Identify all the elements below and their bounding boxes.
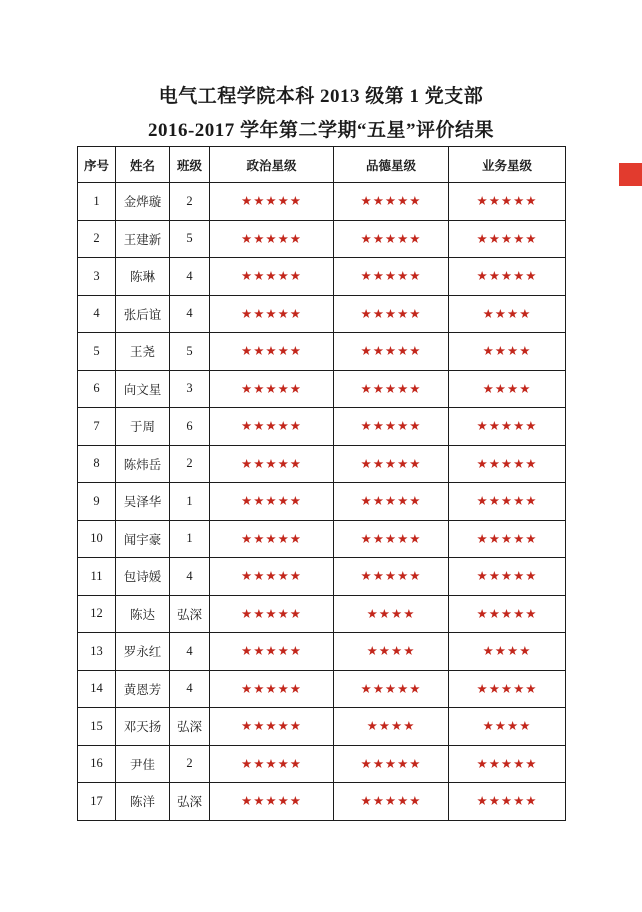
cell-class: 4: [170, 295, 210, 333]
cell-number: 7: [78, 408, 116, 446]
cell-class: 4: [170, 670, 210, 708]
cell-moral-stars: ★★★★★: [334, 333, 449, 371]
cell-business-stars: ★★★★: [449, 370, 566, 408]
cell-business-stars: ★★★★★: [449, 783, 566, 821]
table-row: [78, 408, 566, 446]
cell-name: 包诗媛: [116, 558, 170, 596]
cell-class: 1: [170, 483, 210, 521]
cell-moral-stars: ★★★★: [334, 708, 449, 746]
cell-number: 4: [78, 295, 116, 333]
cell-business-stars: ★★★★★: [449, 483, 566, 521]
cell-business-stars: ★★★★★: [449, 670, 566, 708]
cell-business-stars: ★★★★: [449, 633, 566, 671]
cell-political-stars: ★★★★★: [210, 183, 334, 221]
cell-name: 陈炜岳: [116, 445, 170, 483]
cell-number: 9: [78, 483, 116, 521]
table-row: [78, 783, 566, 821]
cell-name: 王尧: [116, 333, 170, 371]
cell-political-stars: ★★★★★: [210, 633, 334, 671]
cell-political-stars: ★★★★★: [210, 408, 334, 446]
header-political: 政治星级: [210, 147, 334, 183]
cell-name: 吴泽华: [116, 483, 170, 521]
cell-moral-stars: ★★★★★: [334, 370, 449, 408]
cell-class: 3: [170, 370, 210, 408]
cell-political-stars: ★★★★★: [210, 333, 334, 371]
cell-business-stars: ★★★★★: [449, 745, 566, 783]
cell-moral-stars: ★★★★★: [334, 558, 449, 596]
header-moral: 品德星级: [334, 147, 449, 183]
evaluation-table: [77, 146, 566, 821]
cell-moral-stars: ★★★★★: [334, 520, 449, 558]
table-body: [78, 183, 566, 821]
cell-class: 弘深: [170, 595, 210, 633]
cell-class: 2: [170, 445, 210, 483]
table-row: [78, 483, 566, 521]
cell-class: 1: [170, 520, 210, 558]
cell-class: 4: [170, 558, 210, 596]
cell-political-stars: ★★★★★: [210, 558, 334, 596]
cell-number: 17: [78, 783, 116, 821]
cell-number: 1: [78, 183, 116, 221]
cell-political-stars: ★★★★★: [210, 595, 334, 633]
cell-number: 8: [78, 445, 116, 483]
header-class: 班级: [170, 147, 210, 183]
table-row: [78, 295, 566, 333]
cell-business-stars: ★★★★★: [449, 220, 566, 258]
cell-business-stars: ★★★★★: [449, 408, 566, 446]
cell-political-stars: ★★★★★: [210, 445, 334, 483]
cell-moral-stars: ★★★★★: [334, 183, 449, 221]
header-name: 姓名: [116, 147, 170, 183]
cell-class: 2: [170, 745, 210, 783]
cell-number: 14: [78, 670, 116, 708]
red-edge-marker: [619, 163, 642, 186]
cell-name: 闻宇豪: [116, 520, 170, 558]
cell-political-stars: ★★★★★: [210, 370, 334, 408]
cell-political-stars: ★★★★★: [210, 220, 334, 258]
cell-name: 于周: [116, 408, 170, 446]
cell-name: 黄恩芳: [116, 670, 170, 708]
header-number: 序号: [78, 147, 116, 183]
cell-name: 向文星: [116, 370, 170, 408]
cell-number: 13: [78, 633, 116, 671]
cell-name: 金烨璇: [116, 183, 170, 221]
cell-political-stars: ★★★★★: [210, 745, 334, 783]
table-row: [78, 595, 566, 633]
cell-moral-stars: ★★★★★: [334, 445, 449, 483]
page-subtitle: 2016-2017 学年第二学期“五星”评价结果: [147, 120, 495, 141]
page-title: 电气工程学院本科 2013 级第 1 党支部: [158, 86, 484, 107]
table-row: [78, 258, 566, 296]
table-row: [78, 558, 566, 596]
cell-number: 6: [78, 370, 116, 408]
table-row: [78, 333, 566, 371]
cell-class: 5: [170, 220, 210, 258]
cell-moral-stars: ★★★★★: [334, 670, 449, 708]
cell-business-stars: ★★★★★: [449, 595, 566, 633]
cell-moral-stars: ★★★★★: [334, 483, 449, 521]
cell-name: 陈达: [116, 595, 170, 633]
cell-number: 11: [78, 558, 116, 596]
cell-number: 3: [78, 258, 116, 296]
table-row: [78, 370, 566, 408]
cell-business-stars: ★★★★★: [449, 445, 566, 483]
cell-moral-stars: ★★★★★: [334, 408, 449, 446]
table-row: [78, 220, 566, 258]
cell-name: 尹佳: [116, 745, 170, 783]
cell-number: 12: [78, 595, 116, 633]
table-row: [78, 708, 566, 746]
cell-business-stars: ★★★★★: [449, 558, 566, 596]
cell-moral-stars: ★★★★: [334, 595, 449, 633]
cell-moral-stars: ★★★★★: [334, 745, 449, 783]
cell-political-stars: ★★★★★: [210, 483, 334, 521]
table-row: [78, 670, 566, 708]
cell-moral-stars: ★★★★★: [334, 783, 449, 821]
cell-class: 弘深: [170, 783, 210, 821]
cell-name: 张后谊: [116, 295, 170, 333]
cell-political-stars: ★★★★★: [210, 295, 334, 333]
cell-number: 5: [78, 333, 116, 371]
table-row: [78, 633, 566, 671]
cell-class: 弘深: [170, 708, 210, 746]
cell-business-stars: ★★★★: [449, 333, 566, 371]
cell-class: 4: [170, 633, 210, 671]
cell-number: 10: [78, 520, 116, 558]
cell-number: 2: [78, 220, 116, 258]
cell-business-stars: ★★★★★: [449, 258, 566, 296]
cell-business-stars: ★★★★★: [449, 520, 566, 558]
table-header-row: [78, 147, 566, 183]
cell-class: 2: [170, 183, 210, 221]
cell-political-stars: ★★★★★: [210, 670, 334, 708]
table-row: [78, 183, 566, 221]
cell-political-stars: ★★★★★: [210, 258, 334, 296]
cell-name: 王建新: [116, 220, 170, 258]
cell-name: 邓天扬: [116, 708, 170, 746]
table-row: [78, 745, 566, 783]
cell-political-stars: ★★★★★: [210, 520, 334, 558]
cell-business-stars: ★★★★: [449, 708, 566, 746]
cell-moral-stars: ★★★★: [334, 633, 449, 671]
cell-moral-stars: ★★★★★: [334, 258, 449, 296]
cell-moral-stars: ★★★★★: [334, 220, 449, 258]
table-row: [78, 445, 566, 483]
cell-political-stars: ★★★★★: [210, 708, 334, 746]
cell-name: 陈洋: [116, 783, 170, 821]
cell-political-stars: ★★★★★: [210, 783, 334, 821]
cell-name: 陈琳: [116, 258, 170, 296]
cell-number: 15: [78, 708, 116, 746]
cell-class: 6: [170, 408, 210, 446]
cell-moral-stars: ★★★★★: [334, 295, 449, 333]
cell-class: 5: [170, 333, 210, 371]
cell-class: 4: [170, 258, 210, 296]
cell-name: 罗永红: [116, 633, 170, 671]
cell-business-stars: ★★★★: [449, 295, 566, 333]
cell-business-stars: ★★★★★: [449, 183, 566, 221]
header-business: 业务星级: [449, 147, 566, 183]
table-row: [78, 520, 566, 558]
cell-number: 16: [78, 745, 116, 783]
